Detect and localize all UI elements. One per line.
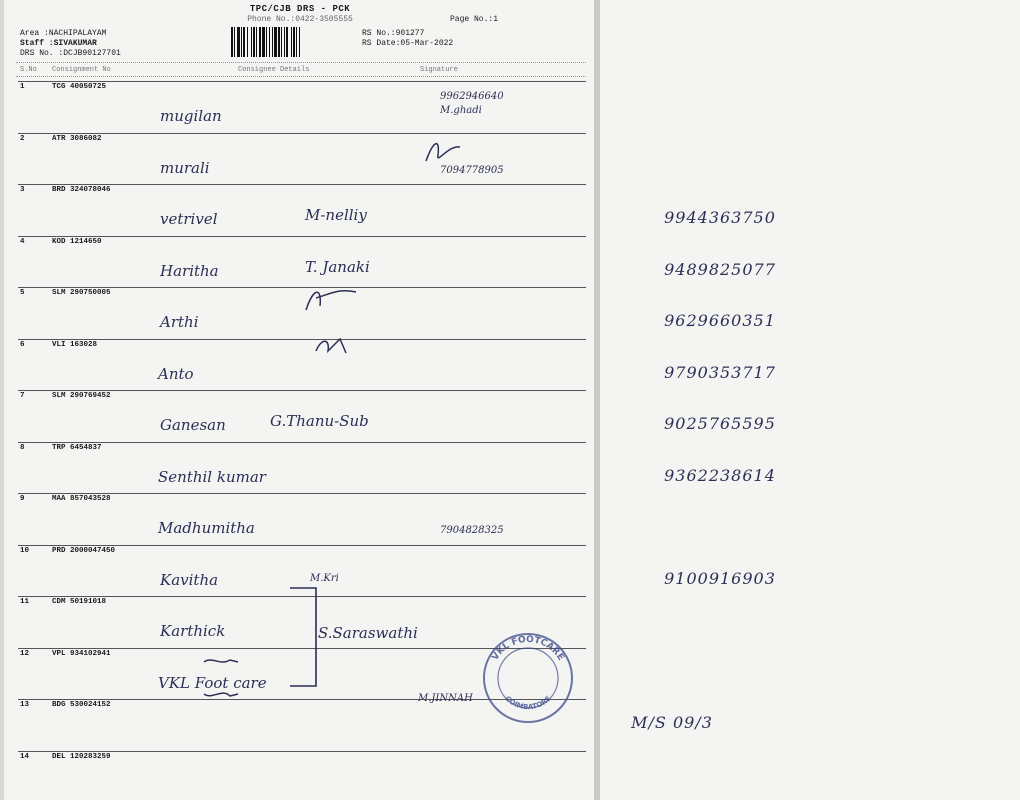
receiver-mark: M-nelliy: [305, 206, 367, 224]
consignment-number: SLM 290769452: [52, 392, 111, 400]
row-number: 1: [20, 83, 25, 91]
col-sno: S.No: [20, 66, 37, 74]
area-value: NACHIPALAYAM: [48, 29, 107, 38]
footcare-stamp-icon: [478, 628, 578, 728]
svg-text:COIMBATORE: [503, 694, 552, 711]
consignee-phone: 7904828325: [440, 525, 504, 536]
page-number: Page No.:1: [450, 15, 499, 24]
consignee-phone: 9100916903: [664, 568, 776, 588]
svg-text:VKL FOOTCARE: [490, 635, 565, 663]
row-divider: [18, 81, 586, 82]
stamp-top-text: VKL FOOTCARE: [490, 634, 566, 663]
col-consignee: Consignee Details: [238, 66, 310, 74]
rs-number: RS No.:901277: [362, 29, 425, 38]
handwritten-signature-icon: [200, 652, 240, 668]
handwritten-signature-icon: [200, 686, 240, 702]
row-divider: [18, 133, 586, 134]
row-divider: [18, 390, 586, 391]
col-consignment: Consignment No: [52, 66, 111, 74]
row-divider: [18, 442, 586, 443]
row-number: 2: [20, 134, 25, 143]
handwritten-signature-icon: [312, 333, 352, 357]
area-line: [20, 29, 106, 38]
consignment-number: CDM 50191018: [52, 598, 107, 606]
drs-line: [20, 49, 121, 58]
row-number: 4: [20, 237, 25, 246]
consignment-number: ATR 3086082: [52, 134, 102, 143]
stamp-bottom-text: COIMBATORE: [503, 694, 553, 712]
staff-line: [20, 39, 97, 48]
sheet-title: TPC/CJB DRS - PCK: [249, 4, 351, 14]
scan-edge-left: [0, 0, 4, 800]
staff-value: SIVAKUMAR: [53, 39, 97, 48]
handwritten-signature-icon: [300, 284, 360, 314]
consignee-phone: 9962946640: [440, 91, 504, 102]
handwritten-signature-icon: [420, 137, 464, 165]
receiver-mark: M/S 09/3: [631, 712, 713, 732]
row-number: 7: [20, 392, 25, 400]
consignment-number: DEL 120283259: [52, 752, 111, 761]
office-phone: Phone No.:0422-3505555: [247, 15, 353, 24]
consignment-number: TCG 40050725: [52, 83, 107, 91]
receiver-mark: S.Saraswathi: [318, 624, 418, 642]
column-divider: [16, 76, 586, 77]
bracket-mark: [286, 582, 326, 692]
consignee-name: vetrivel: [160, 210, 218, 228]
receiver-mark: M.JINNAH: [418, 693, 473, 704]
row-number: 6: [20, 340, 25, 349]
row-number: 14: [20, 752, 30, 761]
row-divider: [18, 339, 586, 340]
row-divider: [18, 545, 586, 546]
consignee-phone: 9944363750: [664, 208, 776, 227]
drs-value: DCJB90127701: [63, 49, 121, 58]
row-divider: [18, 236, 586, 237]
consignee-phone: 9025765595: [664, 414, 776, 433]
consignee-name: Madhumitha: [158, 519, 255, 537]
row-number: 3: [20, 186, 25, 194]
consignee-name: Arthi: [160, 313, 199, 331]
row-number: 5: [20, 289, 25, 297]
row-divider: [18, 184, 586, 185]
row-number: 13: [20, 701, 30, 709]
row-number: 11: [20, 598, 30, 606]
staff-label: Staff :: [20, 39, 54, 48]
area-label: Area :: [20, 29, 49, 38]
receiver-mark: M.Kri: [310, 572, 339, 584]
consignee-name: Ganesan: [160, 416, 226, 434]
consignee-phone: 9362238614: [664, 465, 776, 485]
consignment-number: VLI 163028: [52, 340, 98, 349]
consignee-phone: 9489825077: [664, 259, 776, 279]
barcode-icon: [230, 27, 350, 57]
consignee-phone: 9629660351: [664, 311, 776, 330]
receiver-mark: T. Janaki: [305, 257, 370, 276]
row-number: 12: [20, 649, 30, 658]
consignee-name: mugilan: [160, 107, 222, 125]
consignee-phone: 9790353717: [664, 362, 776, 382]
row-number: 10: [20, 546, 30, 555]
consignment-number: KOD 1214650: [52, 237, 102, 246]
receiver-mark: G.Thanu-Sub: [270, 412, 369, 430]
consignment-number: VPL 934102941: [52, 649, 111, 658]
consignment-number: MAA 857043528: [52, 495, 111, 503]
row-divider: [18, 493, 586, 494]
consignee-name: murali: [160, 158, 210, 177]
consignee-name: Karthick: [160, 622, 226, 640]
row-divider: [18, 751, 586, 752]
consignee-name: VKL Foot care: [158, 673, 267, 692]
receiver-mark: M.ghadi: [440, 105, 482, 116]
consignment-number: TRP 6454837: [52, 443, 102, 452]
consignee-name: Kavitha: [160, 570, 219, 589]
scan-edge-right: [594, 0, 600, 800]
col-signature: Signature: [420, 66, 458, 74]
row-number: 8: [20, 443, 25, 452]
consignee-phone: 7094778905: [440, 164, 504, 176]
consignment-number: PRD 2000047450: [52, 546, 116, 555]
rs-date: RS Date:05-Mar-2022: [362, 39, 454, 48]
drs-label: DRS No. :: [20, 49, 64, 58]
consignee-name: Senthil kumar: [158, 467, 266, 486]
header-divider: [16, 62, 586, 63]
row-number: 9: [20, 495, 25, 503]
consignment-number: BRD 324078046: [52, 186, 111, 194]
consignment-number: BDG 530024152: [52, 701, 111, 709]
consignee-name: Anto: [158, 364, 194, 383]
consignment-number: SLM 290750005: [52, 289, 111, 297]
consignee-name: Haritha: [160, 261, 219, 280]
